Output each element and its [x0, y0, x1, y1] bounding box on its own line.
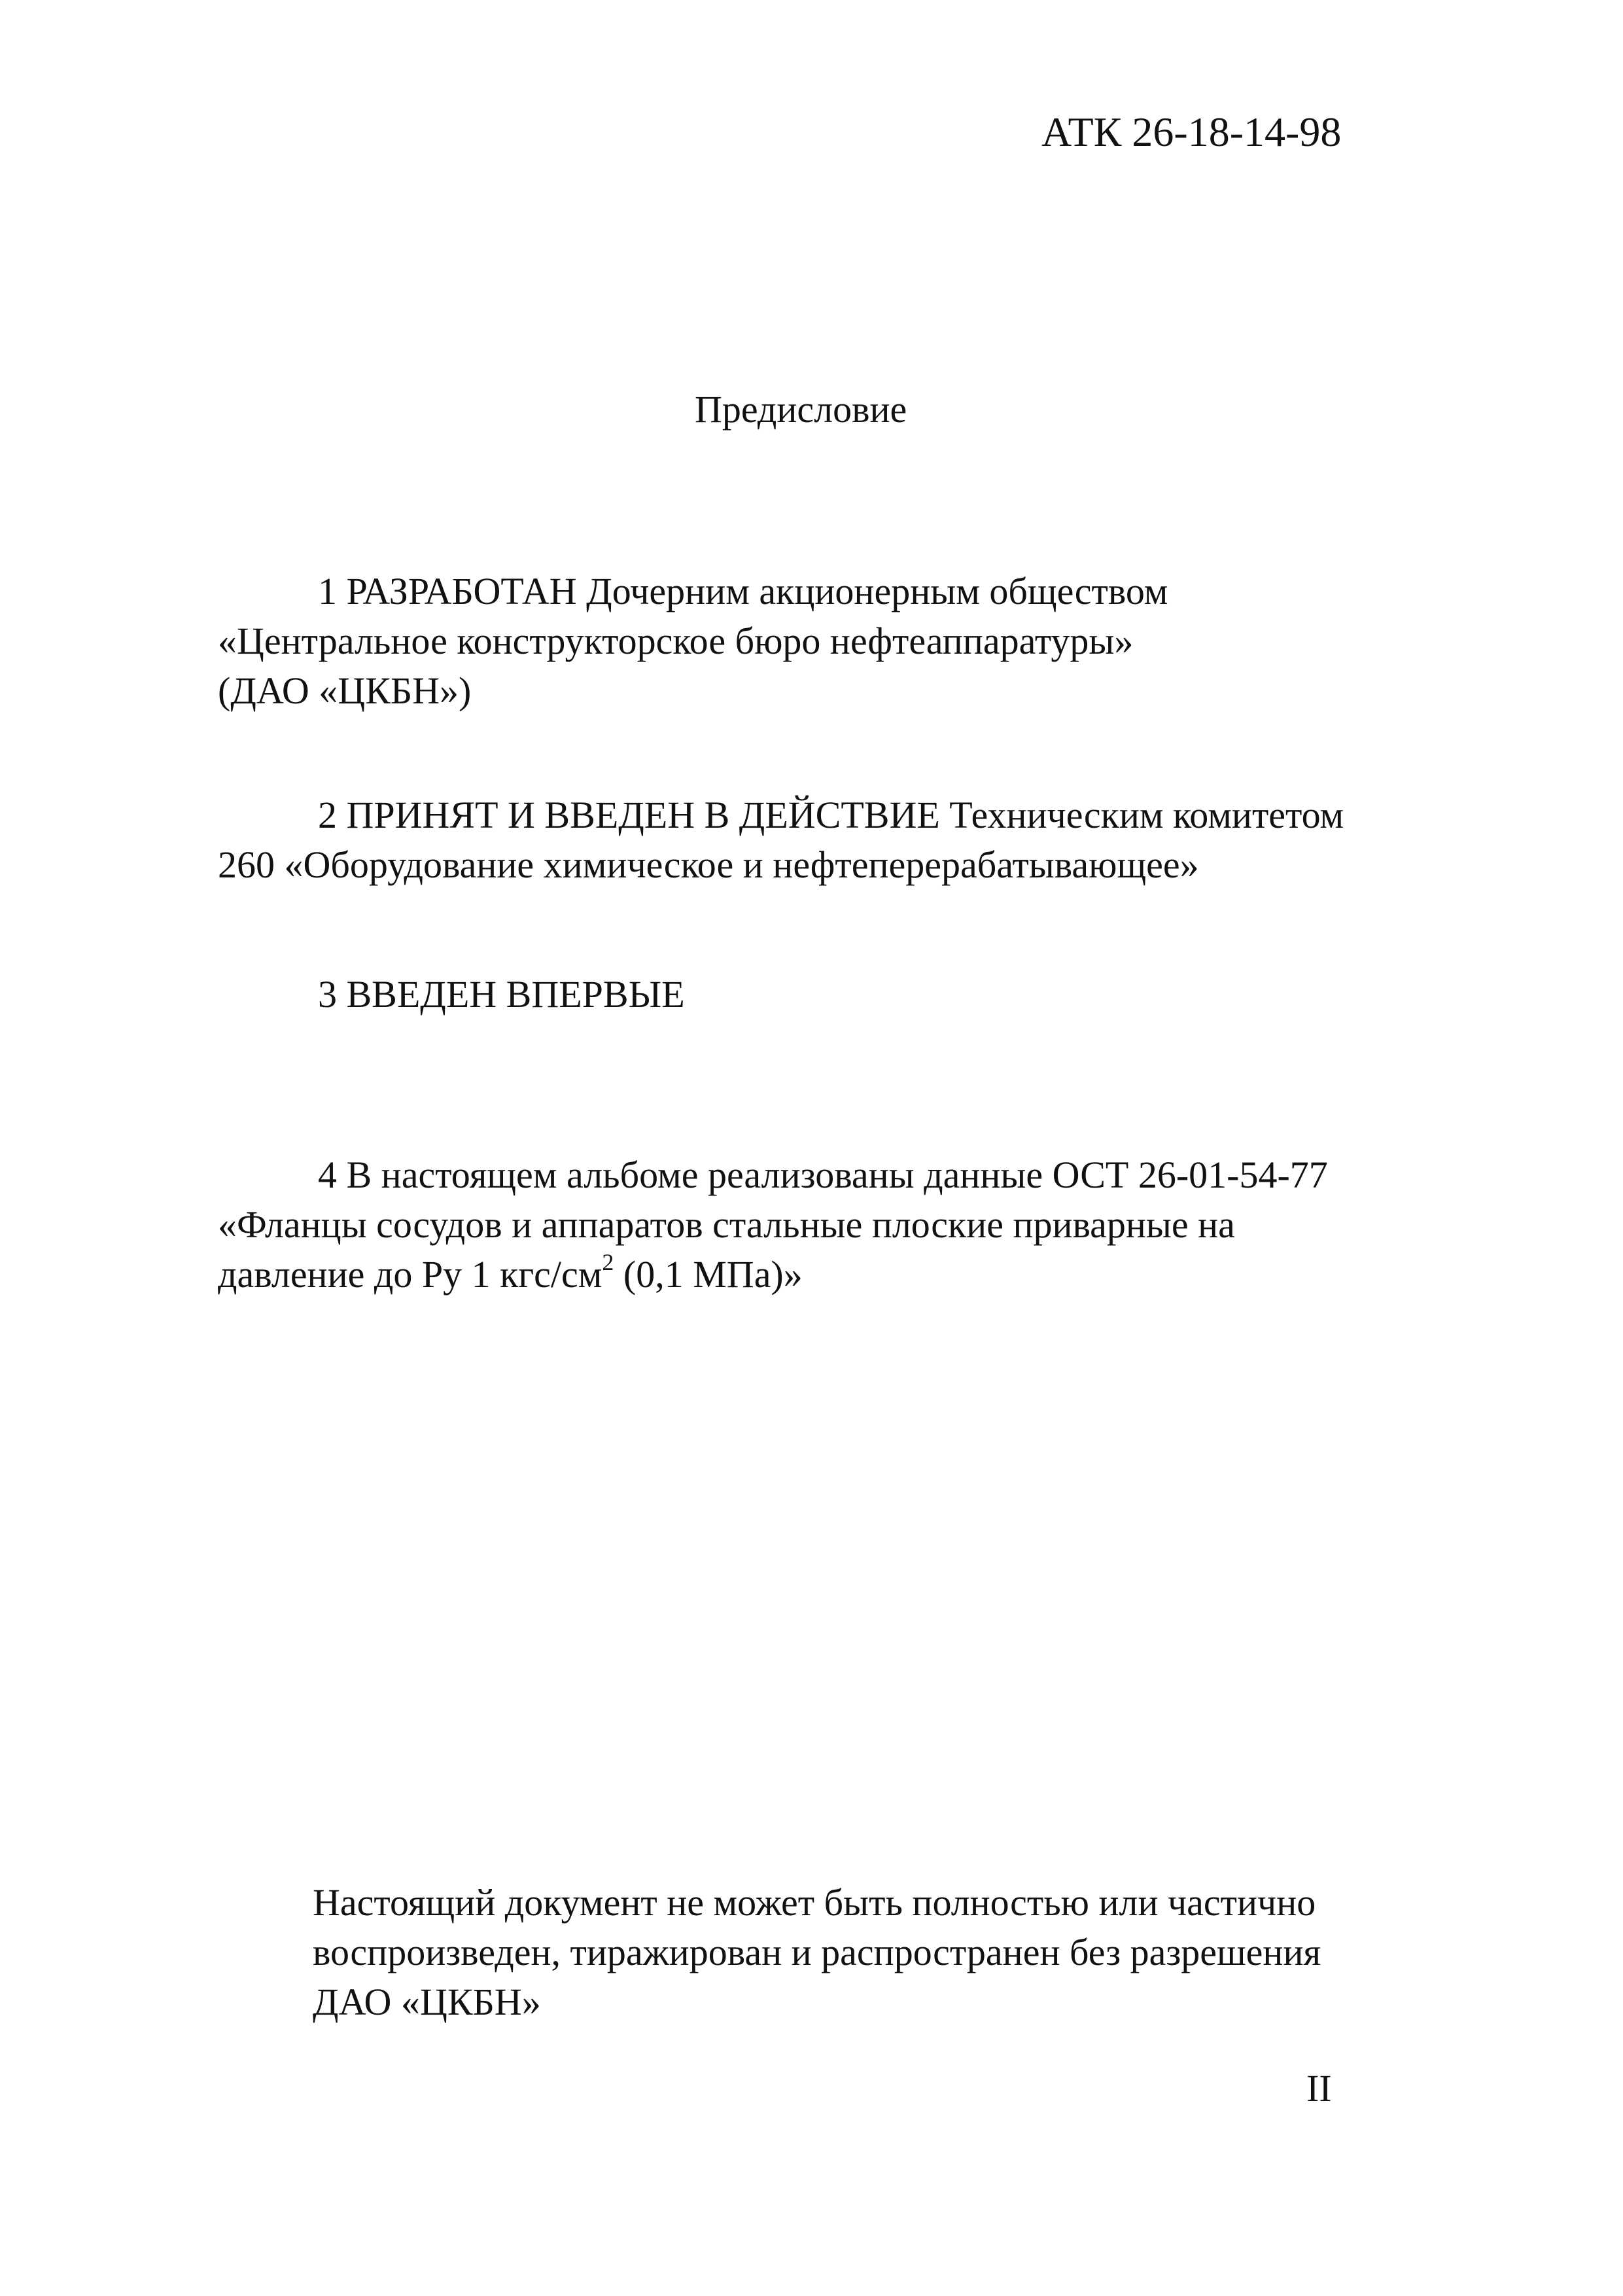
section-4-line-1: 4 В настоящем альбоме реализованы данные ОСТ 26-01-54-77	[318, 1154, 1328, 1196]
section-1-line-2: «Центральное конструкторское бюро нефтеаппаратуры»	[218, 620, 1134, 662]
notice-line-1: Настоящий документ не может быть полностью или частично	[313, 1881, 1316, 1924]
notice-line-2: воспроизведен, тиражирован и распространен без разрешения	[313, 1931, 1321, 1973]
superscript-exponent: 2	[602, 1249, 614, 1275]
page-title: Предисловие	[695, 388, 907, 431]
notice-line-3: ДАО «ЦКБН»	[313, 1981, 541, 2023]
section-2-line-1: 2 ПРИНЯТ И ВВЕДЕН В ДЕЙСТВИЕ Техническим комитетом	[318, 794, 1344, 836]
section-4-line-3-text: давление до Ру 1 кгс/см	[218, 1253, 602, 1296]
section-2-adopted	[218, 790, 1344, 890]
section-3-first-introduced	[218, 970, 685, 1019]
section-4-line-2: «Фланцы сосудов и аппаратов стальные плоские приварные на	[218, 1203, 1235, 1246]
page-number: II	[1306, 2067, 1332, 2110]
section-4-line-3-tail: (0,1 МПа)»	[614, 1253, 803, 1296]
copyright-notice	[313, 1878, 1321, 2027]
section-1-line-1: 1 РАЗРАБОТАН Дочерним акционерным обществом	[318, 570, 1168, 612]
section-3-line-1: 3 ВВЕДЕН ВПЕРВЫЕ	[318, 973, 685, 1016]
document-code: АТК 26-18-14-98	[1041, 109, 1342, 155]
section-1-line-3: (ДАО «ЦКБН»)	[218, 669, 472, 712]
section-4-standard-reference	[218, 1150, 1328, 1299]
section-4-line-3	[218, 1250, 1328, 1299]
section-2-line-2: 260 «Оборудование химическое и нефтеперерабатывающее»	[218, 843, 1199, 886]
section-1-developed-by	[218, 567, 1168, 716]
